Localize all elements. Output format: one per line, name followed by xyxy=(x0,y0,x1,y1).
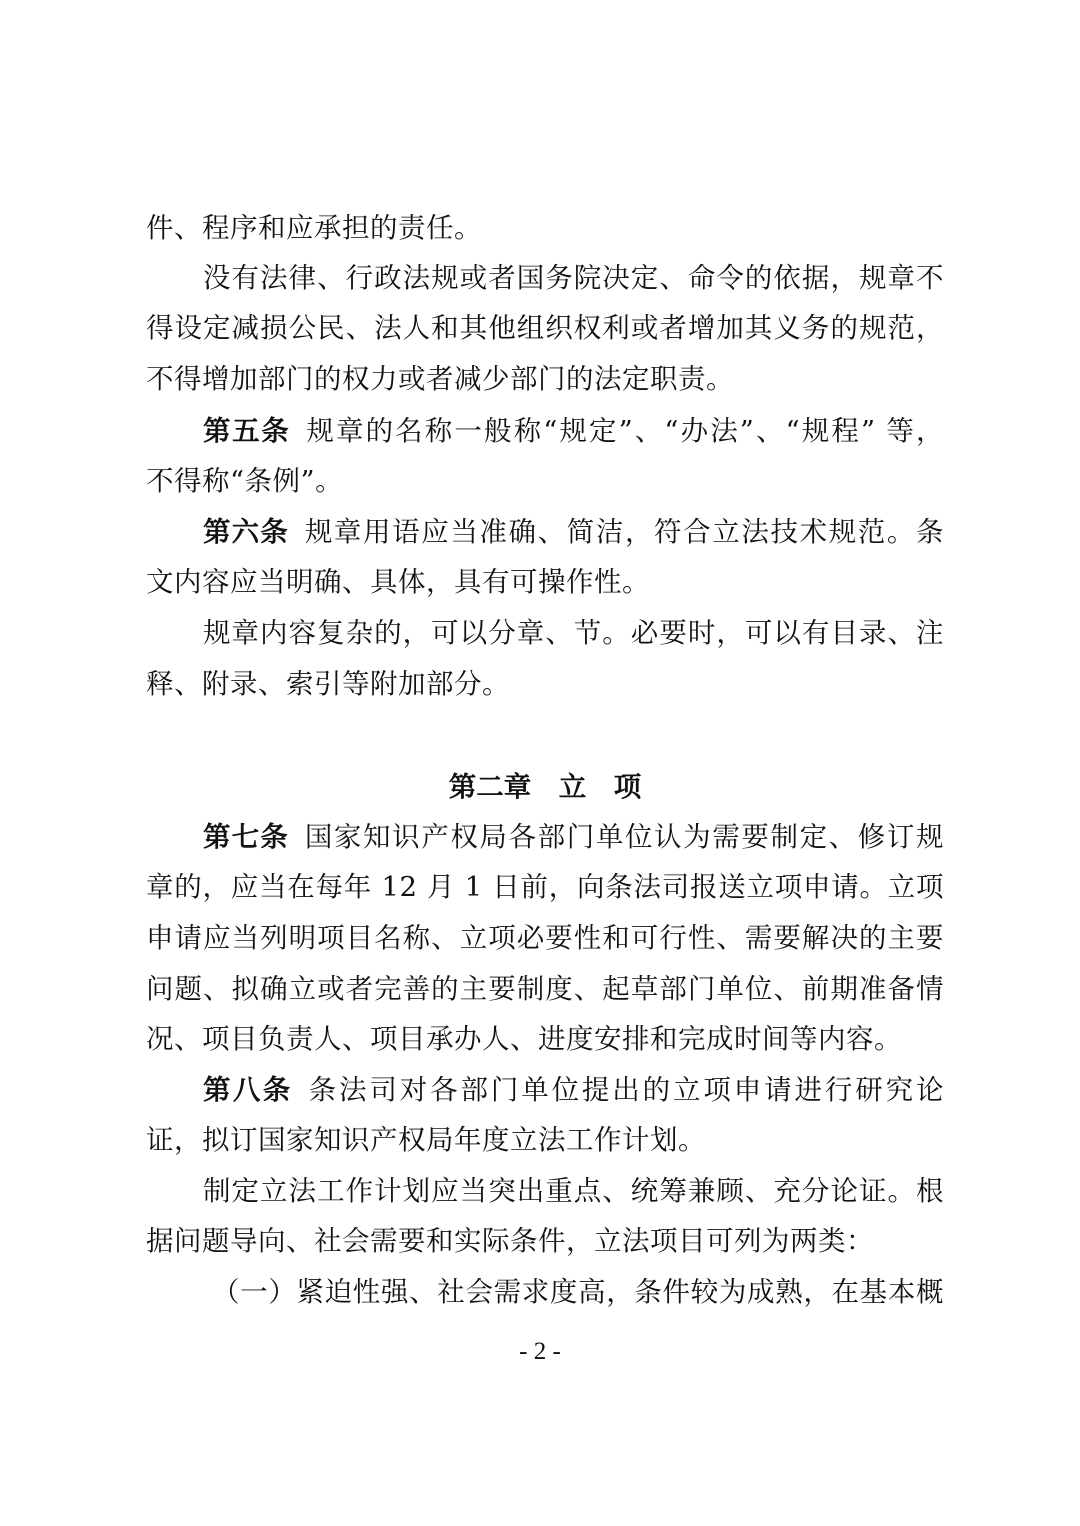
article-8-line xyxy=(203,1067,944,1113)
text-line: 问题、拟确立或者完善的主要制度、起草部门单位、前期准备情 xyxy=(146,973,944,1005)
list-item: （一）紧迫性强、社会需求度高，条件较为成熟，在基本概 xyxy=(212,1276,944,1308)
text-line: 不得增加部门的权力或者减少部门的法定职责。 xyxy=(146,363,734,395)
article-7-text: 国家知识产权局各部门单位认为需要制定、修订规 xyxy=(304,821,944,853)
article-5-line xyxy=(203,408,944,454)
text-line: 文内容应当明确、具体，具有可操作性。 xyxy=(146,566,650,598)
text-line: 申请应当列明项目名称、立项必要性和可行性、需要解决的主要 xyxy=(146,922,944,954)
text-line: 不得称“条例”。 xyxy=(146,465,344,497)
article-6-line xyxy=(203,509,944,555)
text-line: 得设定减损公民、法人和其他组织权利或者增加其义务的规范， xyxy=(146,312,944,344)
text-line: 制定立法工作计划应当突出重点、统筹兼顾、充分论证。根 xyxy=(203,1175,944,1207)
article-5-label: 第五条 xyxy=(203,415,291,447)
article-5-text: 规章的名称一般称“规定”、“办法”、“规程” 等， xyxy=(306,415,945,447)
article-6-text: 规章用语应当准确、简洁，符合立法技术规范。条 xyxy=(304,516,944,548)
article-6-label: 第六条 xyxy=(203,516,289,548)
text-line: 件、程序和应承担的责任。 xyxy=(146,212,482,244)
text-line: 况、项目负责人、项目承办人、进度安排和完成时间等内容。 xyxy=(146,1023,902,1055)
text-line: 据问题导向、社会需要和实际条件，立法项目可列为两类： xyxy=(146,1225,874,1257)
article-7-label: 第七条 xyxy=(203,821,289,853)
text-line: 没有法律、行政法规或者国务院决定、命令的依据，规章不 xyxy=(203,262,944,294)
page-number: - 2 - xyxy=(519,1338,561,1365)
text-line: 证，拟订国家知识产权局年度立法工作计划。 xyxy=(146,1124,706,1156)
article-8-text: 条法司对各部门单位提出的立项申请进行研究论 xyxy=(308,1074,944,1106)
text-line: 章的，应当在每年 12 月 1 日前，向条法司报送立项申请。立项 xyxy=(146,871,944,903)
article-7-line xyxy=(203,814,944,860)
article-8-label: 第八条 xyxy=(203,1074,293,1106)
text-line: 规章内容复杂的，可以分章、节。必要时，可以有目录、注 xyxy=(203,617,944,649)
text-line: 释、附录、索引等附加部分。 xyxy=(146,668,510,700)
chapter-heading: 第二章 立 项 xyxy=(448,771,642,803)
